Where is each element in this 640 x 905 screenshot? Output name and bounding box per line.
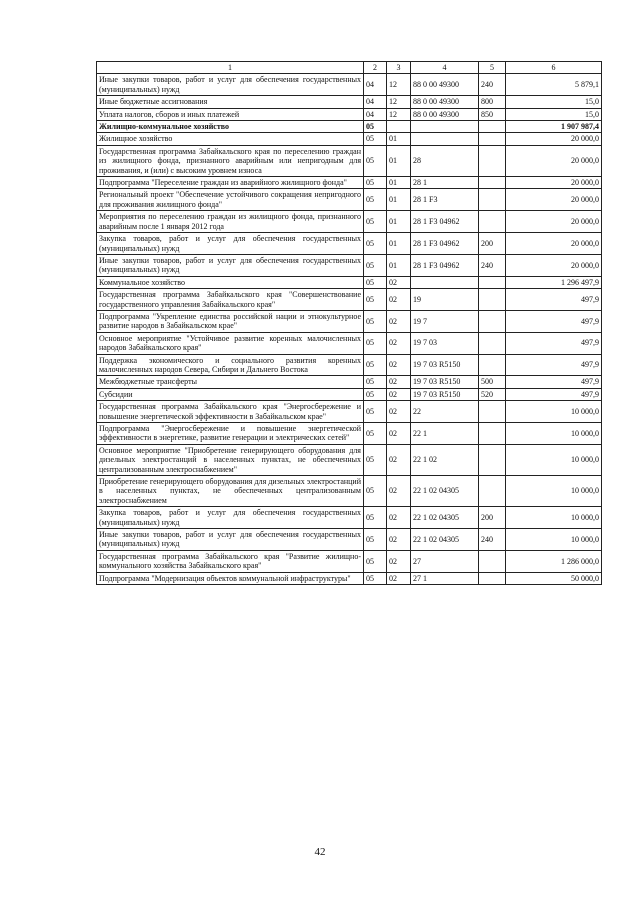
- page-number: 42: [314, 846, 326, 858]
- target-article-code: 88 0 00 49300: [411, 96, 479, 108]
- expense-type-code: [479, 476, 506, 507]
- row-name: Иные бюджетные ассигнования: [97, 96, 364, 108]
- col-header-6: 6: [506, 62, 602, 74]
- expense-type-code: 850: [479, 108, 506, 120]
- subsection-code: 02: [387, 376, 411, 388]
- target-article-code: 19 7: [411, 310, 479, 332]
- table-row: [97, 96, 602, 108]
- expense-type-code: [479, 332, 506, 354]
- subsection-code: 12: [387, 74, 411, 96]
- table-row: [97, 444, 602, 475]
- subsection-code: 02: [387, 529, 411, 551]
- expense-type-code: [479, 133, 506, 145]
- row-name: Иные закупки товаров, работ и услуг для обеспечения государственных (муниципальных) нужд: [97, 529, 364, 551]
- section-code: 04: [364, 108, 387, 120]
- amount: 497,9: [506, 332, 602, 354]
- expense-type-code: [479, 310, 506, 332]
- expense-type-code: [479, 550, 506, 572]
- amount: 5 879,1: [506, 74, 602, 96]
- target-article-code: [411, 276, 479, 288]
- table-row: [97, 572, 602, 584]
- amount: 497,9: [506, 289, 602, 311]
- section-code: 05: [364, 376, 387, 388]
- target-article-code: 22 1 02 04305: [411, 529, 479, 551]
- amount: 10 000,0: [506, 401, 602, 423]
- target-article-code: 22 1 02: [411, 444, 479, 475]
- target-article-code: 28 1 F3 04962: [411, 254, 479, 276]
- table-row: [97, 121, 602, 133]
- table-row: [97, 254, 602, 276]
- expense-type-code: [479, 189, 506, 211]
- row-name: Подпрограмма "Укрепление единства российской нации и этнокультурное развитие народов в Забайкальском крае": [97, 310, 364, 332]
- col-header-3: 3: [387, 62, 411, 74]
- section-code: 05: [364, 121, 387, 133]
- expense-type-code: 800: [479, 96, 506, 108]
- target-article-code: 88 0 00 49300: [411, 108, 479, 120]
- subsection-code: 02: [387, 401, 411, 423]
- table-row: [97, 276, 602, 288]
- target-article-code: 22 1: [411, 423, 479, 445]
- subsection-code: 02: [387, 476, 411, 507]
- section-code: 05: [364, 354, 387, 376]
- subsection-code: 02: [387, 310, 411, 332]
- table-row: [97, 189, 602, 211]
- row-name: Мероприятия по переселению граждан из жилищного фонда, признанного аварийным после 1 января 2012 года: [97, 211, 364, 233]
- amount: 10 000,0: [506, 529, 602, 551]
- subsection-code: 02: [387, 289, 411, 311]
- col-header-1: 1: [97, 62, 364, 74]
- subsection-code: 02: [387, 276, 411, 288]
- amount: 20 000,0: [506, 145, 602, 176]
- table-row: [97, 423, 602, 445]
- amount: 15,0: [506, 96, 602, 108]
- subsection-code: [387, 121, 411, 133]
- expense-type-code: [479, 145, 506, 176]
- expense-type-code: 240: [479, 529, 506, 551]
- col-header-4: 4: [411, 62, 479, 74]
- target-article-code: 22 1 02 04305: [411, 507, 479, 529]
- table-row: [97, 376, 602, 388]
- section-code: 05: [364, 550, 387, 572]
- target-article-code: 19: [411, 289, 479, 311]
- section-code: 05: [364, 133, 387, 145]
- section-code: 05: [364, 401, 387, 423]
- row-name: Региональный проект "Обеспечение устойчивого сокращения непригодного для проживания жилищного фонда": [97, 189, 364, 211]
- row-name: Основное мероприятие "Устойчивое развитие коренных малочисленных народов Забайкальского края": [97, 332, 364, 354]
- subsection-code: 12: [387, 108, 411, 120]
- table-row: [97, 507, 602, 529]
- table-row: [97, 177, 602, 189]
- expense-type-code: [479, 572, 506, 584]
- expense-type-code: [479, 177, 506, 189]
- expense-type-code: 200: [479, 507, 506, 529]
- section-code: 05: [364, 254, 387, 276]
- target-article-code: 28: [411, 145, 479, 176]
- section-code: 05: [364, 289, 387, 311]
- row-name: Субсидии: [97, 388, 364, 400]
- row-name: Подпрограмма "Переселение граждан из аварийного жилищного фонда": [97, 177, 364, 189]
- row-name: Государственная программа Забайкальского края "Совершенствование государственного управления Забайкальского края": [97, 289, 364, 311]
- section-code: 05: [364, 507, 387, 529]
- target-article-code: 27: [411, 550, 479, 572]
- expense-type-code: [479, 276, 506, 288]
- target-article-code: 22: [411, 401, 479, 423]
- table-row: [97, 133, 602, 145]
- expense-type-code: [479, 121, 506, 133]
- amount: 10 000,0: [506, 423, 602, 445]
- section-code: 05: [364, 177, 387, 189]
- section-code: 04: [364, 96, 387, 108]
- target-article-code: 19 7 03 R5150: [411, 388, 479, 400]
- table-row: [97, 476, 602, 507]
- col-header-2: 2: [364, 62, 387, 74]
- expense-type-code: [479, 401, 506, 423]
- target-article-code: 28 1: [411, 177, 479, 189]
- section-code: 05: [364, 423, 387, 445]
- row-name: Государственная программа Забайкальского края по переселению граждан из жилищного фонда, признанного аварийным или непригодным для проживания, и (или) с высоким уровнем износа: [97, 145, 364, 176]
- section-code: 05: [364, 233, 387, 255]
- subsection-code: 02: [387, 572, 411, 584]
- section-code: 05: [364, 388, 387, 400]
- target-article-code: 28 1 F3: [411, 189, 479, 211]
- table-row: [97, 354, 602, 376]
- subsection-code: 02: [387, 507, 411, 529]
- amount: 1 907 987,4: [506, 121, 602, 133]
- row-name: Поддержка экономического и социального развития коренных малочисленных народов Севера, Сибири и Дальнего Востока: [97, 354, 364, 376]
- table-row: [97, 108, 602, 120]
- row-name: Основное мероприятие "Приобретение генерирующего оборудования для дизельных электростанций в населенных пунктах, не обеспеченных централизованным электроснабжением": [97, 444, 364, 475]
- amount: 497,9: [506, 310, 602, 332]
- amount: 10 000,0: [506, 444, 602, 475]
- table-row: [97, 289, 602, 311]
- amount: 1 296 497,9: [506, 276, 602, 288]
- col-header-5: 5: [479, 62, 506, 74]
- row-name: Приобретение генерирующего оборудования для дизельных электростанций в населенных пунктах, не обеспеченных централизованным электроснабжением: [97, 476, 364, 507]
- section-code: 05: [364, 189, 387, 211]
- section-code: 05: [364, 529, 387, 551]
- expense-type-code: 240: [479, 74, 506, 96]
- section-code: 04: [364, 74, 387, 96]
- amount: 497,9: [506, 354, 602, 376]
- header-row: [97, 62, 602, 74]
- table-row: [97, 550, 602, 572]
- section-code: 05: [364, 444, 387, 475]
- target-article-code: 27 1: [411, 572, 479, 584]
- target-article-code: 19 7 03 R5150: [411, 354, 479, 376]
- row-name: Иные закупки товаров, работ и услуг для обеспечения государственных (муниципальных) нужд: [97, 74, 364, 96]
- table-row: [97, 233, 602, 255]
- subsection-code: 01: [387, 211, 411, 233]
- document-page: [96, 61, 601, 585]
- subsection-code: 02: [387, 550, 411, 572]
- row-name: Межбюджетные трансферты: [97, 376, 364, 388]
- amount: 20 000,0: [506, 133, 602, 145]
- expense-type-code: [479, 289, 506, 311]
- table-row: [97, 529, 602, 551]
- amount: 20 000,0: [506, 233, 602, 255]
- subsection-code: 02: [387, 354, 411, 376]
- section-code: 05: [364, 211, 387, 233]
- expense-type-code: [479, 423, 506, 445]
- expense-type-code: [479, 444, 506, 475]
- amount: 20 000,0: [506, 189, 602, 211]
- table-row: [97, 401, 602, 423]
- budget-table: [96, 61, 602, 585]
- target-article-code: 28 1 F3 04962: [411, 211, 479, 233]
- amount: 1 286 000,0: [506, 550, 602, 572]
- table-row: [97, 74, 602, 96]
- subsection-code: 12: [387, 96, 411, 108]
- amount: 15,0: [506, 108, 602, 120]
- target-article-code: 19 7 03: [411, 332, 479, 354]
- amount: 497,9: [506, 388, 602, 400]
- row-name: Закупка товаров, работ и услуг для обеспечения государственных (муниципальных) нужд: [97, 507, 364, 529]
- row-name: Подпрограмма "Модернизация объектов коммунальной инфраструктуры": [97, 572, 364, 584]
- subsection-code: 02: [387, 423, 411, 445]
- subsection-code: 01: [387, 233, 411, 255]
- table-row: [97, 332, 602, 354]
- subsection-code: 01: [387, 177, 411, 189]
- table-row: [97, 211, 602, 233]
- table-body: [97, 74, 602, 585]
- expense-type-code: 520: [479, 388, 506, 400]
- section-code: 05: [364, 310, 387, 332]
- section-code: 05: [364, 276, 387, 288]
- row-name: Жилищно-коммунальное хозяйство: [97, 121, 364, 133]
- row-name: Подпрограмма "Энергосбережение и повышение энергетической эффективности в энергетике, развитие генерации и электрических сетей": [97, 423, 364, 445]
- expense-type-code: 240: [479, 254, 506, 276]
- row-name: Уплата налогов, сборов и иных платежей: [97, 108, 364, 120]
- amount: 497,9: [506, 376, 602, 388]
- table-row: [97, 388, 602, 400]
- table-row: [97, 310, 602, 332]
- row-name: Закупка товаров, работ и услуг для обеспечения государственных (муниципальных) нужд: [97, 233, 364, 255]
- target-article-code: [411, 133, 479, 145]
- section-code: 05: [364, 572, 387, 584]
- amount: 50 000,0: [506, 572, 602, 584]
- target-article-code: 22 1 02 04305: [411, 476, 479, 507]
- section-code: 05: [364, 145, 387, 176]
- row-name: Государственная программа Забайкальского края "Энергосбережение и повышение энергетической эффективности в Забайкальском крае": [97, 401, 364, 423]
- row-name: Иные закупки товаров, работ и услуг для обеспечения государственных (муниципальных) нужд: [97, 254, 364, 276]
- expense-type-code: 500: [479, 376, 506, 388]
- target-article-code: [411, 121, 479, 133]
- amount: 20 000,0: [506, 211, 602, 233]
- amount: 10 000,0: [506, 507, 602, 529]
- subsection-code: 01: [387, 254, 411, 276]
- row-name: Коммунальное хозяйство: [97, 276, 364, 288]
- table-row: [97, 145, 602, 176]
- section-code: 05: [364, 476, 387, 507]
- subsection-code: 02: [387, 332, 411, 354]
- subsection-code: 01: [387, 189, 411, 211]
- subsection-code: 01: [387, 145, 411, 176]
- target-article-code: 28 1 F3 04962: [411, 233, 479, 255]
- amount: 20 000,0: [506, 177, 602, 189]
- subsection-code: 02: [387, 388, 411, 400]
- subsection-code: 02: [387, 444, 411, 475]
- expense-type-code: [479, 354, 506, 376]
- row-name: Государственная программа Забайкальского края "Развитие жилищно-коммунального хозяйства Забайкальского края": [97, 550, 364, 572]
- amount: 20 000,0: [506, 254, 602, 276]
- target-article-code: 88 0 00 49300: [411, 74, 479, 96]
- expense-type-code: [479, 211, 506, 233]
- amount: 10 000,0: [506, 476, 602, 507]
- section-code: 05: [364, 332, 387, 354]
- expense-type-code: 200: [479, 233, 506, 255]
- target-article-code: 19 7 03 R5150: [411, 376, 479, 388]
- subsection-code: 01: [387, 133, 411, 145]
- row-name: Жилищное хозяйство: [97, 133, 364, 145]
